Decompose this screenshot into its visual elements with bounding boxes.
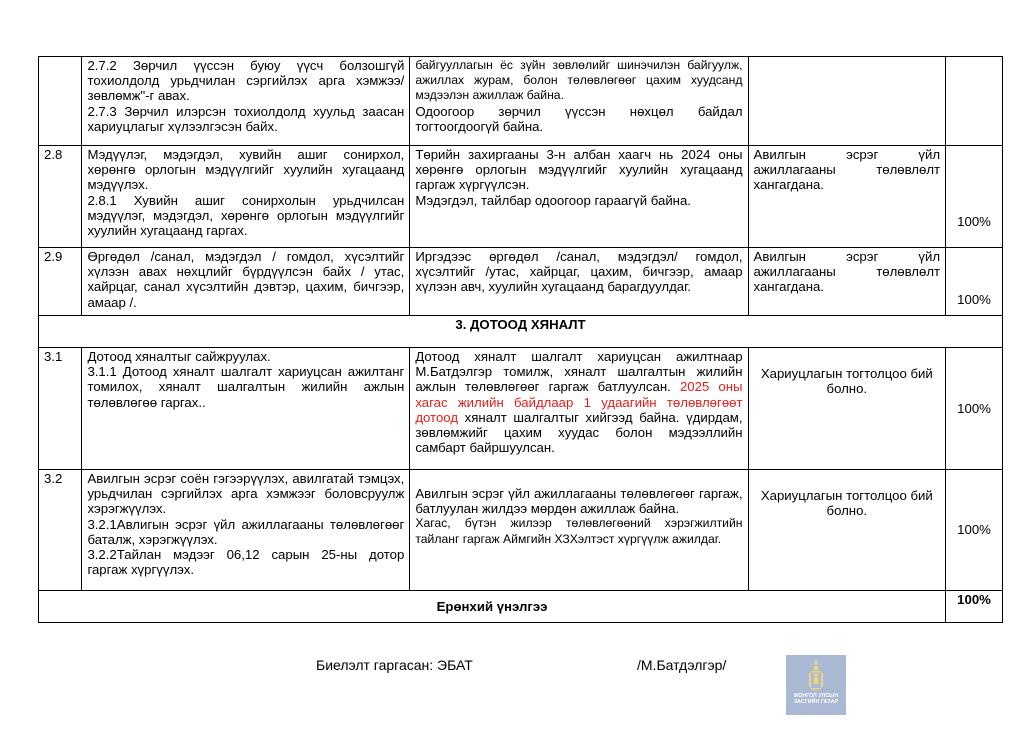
- table-row: [39, 248, 1003, 316]
- outcome-cell: [748, 57, 946, 146]
- activity-cell: Авилгын эсрэг соён гэгээрүүлэх, авилгатай тэмцэх, урьдчилан сэргийлэх арга хэмжээг боловсруулж хэрэгжүүлэх. 3.2.1Авлигын эсрэг үйл ажиллагааны төлөвлөгөөг баталж, хэрэгжүүлэх. 3.2.2Тайлан мэдээг 06,12 сарын 25-ны дотор гаргаж хүргүүлэх.: [82, 470, 410, 591]
- activity-cell: Дотоод хяналтыг сайжруулах. 3.1.1 Дотоод хяналт шалгалт хариуцсан ажилтанг томилох, хяналт шалгалтын жилийн ажлын төлөвлөгөө гаргах..: [82, 348, 410, 470]
- soyombo-icon: [805, 659, 827, 691]
- result-cell: байгууллагын ёс зүйн зөвлөлийг шинэчилэн байгуулж, ажиллах журам, болон төлөвлөгөөг цахим хуудсанд мэдээлэн ажиллаж байна. Одоогоор зөрчил үүссэн нөхцөл байдал тогтоогдоогүй байна.: [410, 57, 748, 146]
- row-number: [39, 57, 82, 146]
- government-logo: МОНГОЛ УЛСЫН ЗАСГИЙН ГАЗАР: [786, 655, 846, 715]
- highlighted-text: 2025 оны хагас жилийн байдлаар 1 удаагийн төлөвлөгөөт дотоод: [415, 379, 743, 425]
- row-number: 3.1: [39, 348, 82, 470]
- result-cell: Дотоод хяналт шалгалт хариуцсан ажилтнаар М.Батдэлгэр томилж, хяналт шалгалтын жилийн ажлын төлөвлөгөөг гаргаж батлуулсан. 2025 оны хагас жилийн байдлаар 1 удаагийн төлөвлөгөөт дотоод хяналт шалгалтыг хийгээд байна. үдирдам, зөвлөмжийг цахим хуудас болон мэдээллийн самбарт байршуулсан.: [410, 348, 748, 470]
- table-row: [39, 348, 1003, 470]
- result-cell: Авилгын эсрэг үйл ажиллагааны төлөвлөгөөг гаргаж, батлуулан жилдээ мөрдөн ажиллаж байна. Хагас, бүтэн жилээр төлөвлөгөөний хэрэгжилтийн тайланг гаргаж Аймгийн ХЗХэлтэст хүргүүлж ажилдаг.: [410, 470, 748, 591]
- total-value: 100%: [946, 591, 1003, 623]
- row-number: 2.8: [39, 146, 82, 248]
- percent-cell: 100%: [946, 146, 1003, 248]
- table-row: [39, 57, 1003, 146]
- signatory-name: /М.Батдэлгэр/: [637, 657, 727, 673]
- evaluation-table: [38, 56, 1003, 623]
- total-row: [39, 591, 1003, 623]
- activity-cell: 2.7.2 Зөрчил үүссэн буюу үүсч болзошгүй тохиолдолд урьдчилан сэргийлэх арга хэмжээ/зөвлөмж"-г авах. 2.7.3 Зөрчил илэрсэн тохиолдолд хуульд заасан хариуцлагыг хүлээлгэсэн байх.: [82, 57, 410, 146]
- outcome-cell: Авилгын эсрэг үйл ажиллагааны төлөвлөлт хангагдана.: [748, 146, 946, 248]
- percent-cell: 100%: [946, 470, 1003, 591]
- result-cell: Иргэдээс өргөдөл /санал, мэдэгдэл/ гомдол, хүсэлтийг /утас, хайрцаг, цахим, бичгээр, амаар хүлээн авч, хуулийн хугацаанд барагдуулдаг.: [410, 248, 748, 316]
- activity-cell: Мэдүүлэг, мэдэгдэл, хувийн ашиг сонирхол, хөрөнгө орлогын мэдүүлгийг хуулийн хугацаанд мэдүүлэх. 2.8.1 Хувийн ашиг сонирхолын урьдчилсан мэдүүлэг, мэдэгдэл, хөрөнгө орлогын мэдүүлгийг хуулийн хугацаанд гаргах.: [82, 146, 410, 248]
- row-number: 3.2: [39, 470, 82, 591]
- section-title: 3. ДОТООД ХЯНАЛТ: [39, 316, 1003, 348]
- outcome-cell: Хариуцлагын тогтолцоо бий болно.: [748, 348, 946, 470]
- result-cell: Төрийн захиргааны 3-н албан хаагч нь 2024 оны хөрөнгө орлогын мэдүүлгийг хуулийн хугацаанд гаргаж хүргүүлсэн. Мэдэгдэл, тайлбар одоогоор гараагүй байна.: [410, 146, 748, 248]
- percent-cell: 100%: [946, 248, 1003, 316]
- outcome-cell: Авилгын эсрэг үйл ажиллагааны төлөвлөлт хангагдана.: [748, 248, 946, 316]
- table-row: [39, 470, 1003, 591]
- row-number: 2.9: [39, 248, 82, 316]
- outcome-cell: Хариуцлагын тогтолцоо бий болно.: [748, 470, 946, 591]
- percent-cell: [946, 57, 1003, 146]
- activity-cell: Өргөдөл /санал, мэдэгдэл / гомдол, хүсэлтийг хүлээн авах нөхцлийг бүрдүүлсэн байх / утас, хайрцаг, санал хүсэлтийн дэвтэр, цахим, бичгээр, амаар /.: [82, 248, 410, 316]
- table-row: [39, 146, 1003, 248]
- prepared-by: Биелэлт гаргасан: ЭБАТ: [316, 657, 473, 673]
- total-label: Ерөнхий үнэлгээ: [39, 591, 946, 623]
- section-heading-row: [39, 316, 1003, 348]
- percent-cell: 100%: [946, 348, 1003, 470]
